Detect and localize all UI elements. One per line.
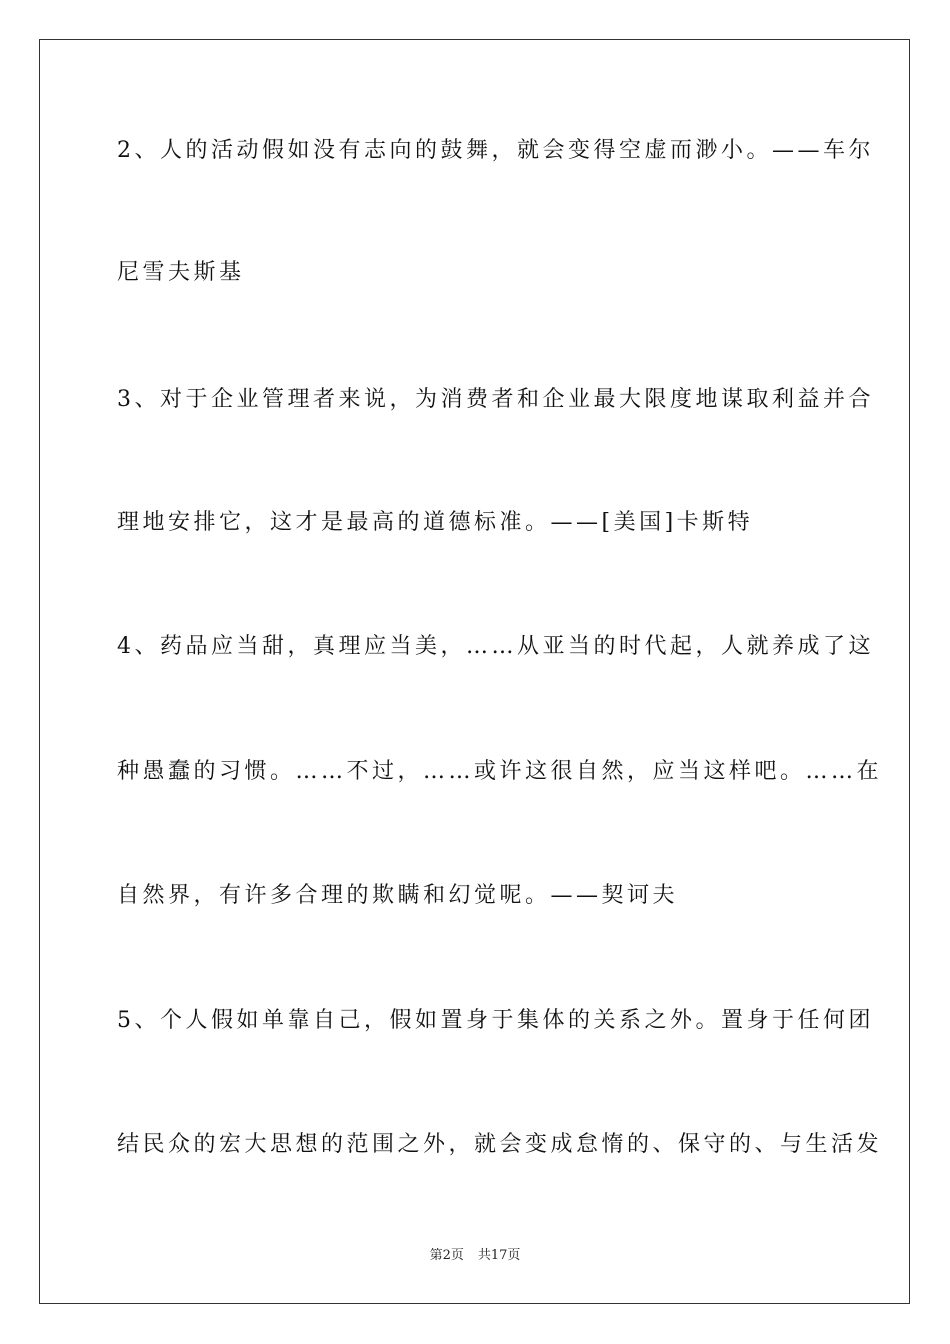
text-line: 5、个人假如单靠自己，假如置身于集体的关系之外。置身于任何团 — [117, 1008, 874, 1033]
text-line: 理地安排它，这才是最高的道德标准。——[美国]卡斯特 — [117, 510, 754, 535]
text-line: 4、药品应当甜，真理应当美，……从亚当的时代起，人就养成了这 — [117, 634, 874, 659]
text-line: 2、人的活动假如没有志向的鼓舞，就会变得空虚而渺小。——车尔 — [117, 138, 874, 163]
text-line: 尼雪夫斯基 — [117, 260, 245, 285]
page-number: 第2页 — [429, 1248, 464, 1263]
text-line: 自然界，有许多合理的欺瞒和幻觉呢。——契诃夫 — [117, 883, 679, 908]
page-total: 共17页 — [477, 1248, 521, 1263]
page-border — [39, 39, 910, 1304]
text-line: 3、对于企业管理者来说，为消费者和企业最大限度地谋取利益并合 — [117, 387, 874, 412]
text-line: 种愚蠢的习惯。……不过，……或许这很自然，应当这样吧。……在 — [117, 759, 883, 784]
page-footer — [0, 1247, 950, 1265]
text-line: 结民众的宏大思想的范围之外，就会变成怠惰的、保守的、与生活发 — [117, 1132, 883, 1157]
